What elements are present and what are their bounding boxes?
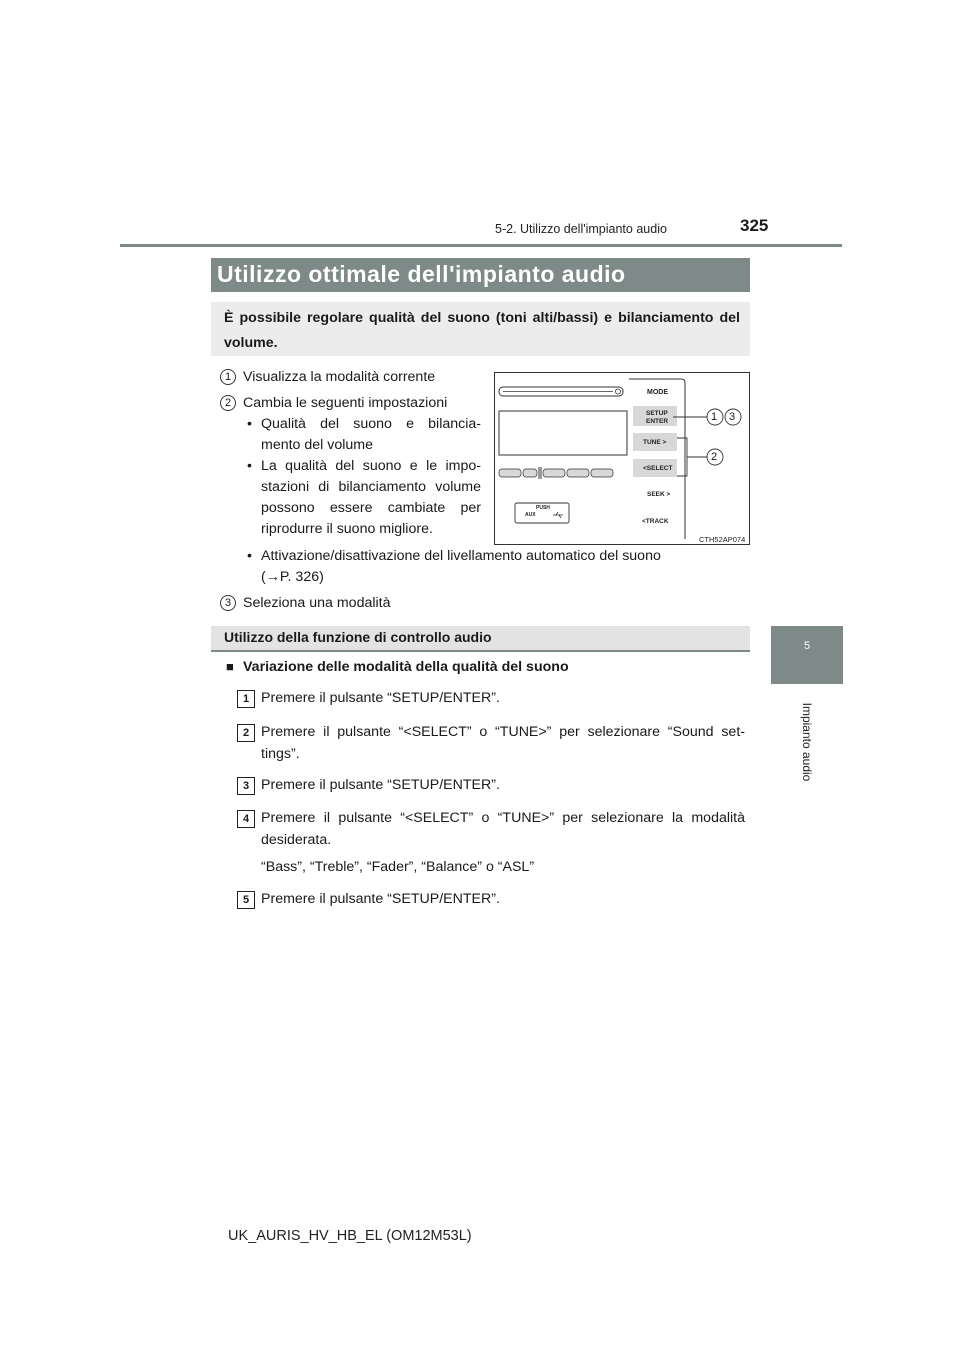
step-2-text-line-1: Premere il pulsante “<SELECT” o “TUNE>” per selezionare “Sound set-	[261, 724, 745, 740]
section-title: Utilizzo della funzione di controllo audio	[224, 629, 492, 645]
chapter-tab	[771, 626, 843, 684]
bullet-2-line-4: riprodurre il suono migliore.	[261, 521, 433, 537]
bullet-2-line-3: possono essere cambiate per	[261, 500, 481, 516]
intro-text: È possibile regolare qualità del suono (toni alti/bassi) e bilanciamento del volume.	[224, 310, 740, 351]
step-3-text: Premere il pulsante “SETUP/ENTER”.	[261, 777, 500, 793]
select-button-label: <SELECT	[643, 465, 673, 472]
mode-button-label: MODE	[647, 389, 668, 396]
step-2-text-line-2: tings”.	[261, 746, 300, 762]
figure-callout-2: 2	[711, 451, 718, 463]
audio-unit-illustration	[494, 372, 750, 545]
tune-button-label: TUNE >	[643, 439, 667, 446]
step-5-text: Premere il pulsante “SETUP/ENTER”.	[261, 891, 500, 907]
aux-label: AUX	[525, 512, 536, 518]
step-number-2: 2	[237, 724, 255, 742]
chapter-title: Impianto audio	[800, 702, 814, 782]
bullet-2-line-2: stazioni di bilanciamento volume	[261, 479, 481, 495]
square-bullet-icon: ■	[226, 659, 234, 674]
document-code: UK_AURIS_HV_HB_EL (OM12M53L)	[228, 1228, 472, 1244]
step-number-3: 3	[237, 777, 255, 795]
bullet-3-line-2: (→P. 326)	[261, 569, 324, 585]
step-4-text-line-3: “Bass”, “Treble”, “Fader”, “Balance” o “ASL”	[261, 859, 535, 875]
step-4-text-line-2: desiderata.	[261, 832, 332, 848]
enter-button-label: ENTER	[646, 418, 669, 425]
subheading: Variazione delle modalità della qualità del suono	[243, 659, 569, 675]
step-number-4: 4	[237, 810, 255, 828]
callout-text-2: Cambia le seguenti impostazioni	[243, 395, 448, 411]
page-title: Utilizzo ottimale dell'impianto audio	[217, 261, 626, 287]
bullet-1-line-2: mento del volume	[261, 437, 373, 453]
chapter-number: 5	[803, 640, 811, 652]
callout-number-1: 1	[220, 369, 236, 385]
figure-callout-1: 1	[711, 411, 718, 423]
step-number-1: 1	[237, 690, 255, 708]
step-4-text-line-1: Premere il pulsante “<SELECT” o “TUNE>” per selezionare la modalità	[261, 810, 745, 826]
header-rule	[120, 244, 842, 247]
bullet-dot: •	[247, 458, 252, 474]
callout-text-3: Seleziona una modalità	[243, 595, 391, 611]
callout-number-3: 3	[220, 595, 236, 611]
seek-button-label: SEEK >	[647, 491, 671, 498]
section-header-rule	[211, 650, 750, 652]
bullet-dot: •	[247, 416, 252, 432]
step-number-5: 5	[237, 891, 255, 909]
bullet-3-line-1: Attivazione/disattivazione del livellamento automatico del suono	[261, 548, 661, 564]
bullet-dot: •	[247, 548, 252, 564]
callout-text-1: Visualizza la modalità corrente	[243, 369, 436, 385]
figure-caption: CTH52AP074	[699, 535, 746, 544]
bullet-2-line-1: La qualità del suono e le impo-	[261, 458, 481, 474]
section-label: 5-2. Utilizzo dell'impianto audio	[495, 222, 667, 236]
bullet-1-line-1: Qualità del suono e bilancia-	[261, 416, 481, 432]
step-1-text: Premere il pulsante “SETUP/ENTER”.	[261, 690, 500, 706]
setup-button-label: SETUP	[646, 410, 668, 417]
figure-callout-3: 3	[729, 411, 736, 423]
push-label: PUSH	[536, 505, 550, 511]
callout-number-2: 2	[220, 395, 236, 411]
track-button-label: <TRACK	[642, 518, 669, 525]
page-number: 325	[740, 216, 769, 235]
